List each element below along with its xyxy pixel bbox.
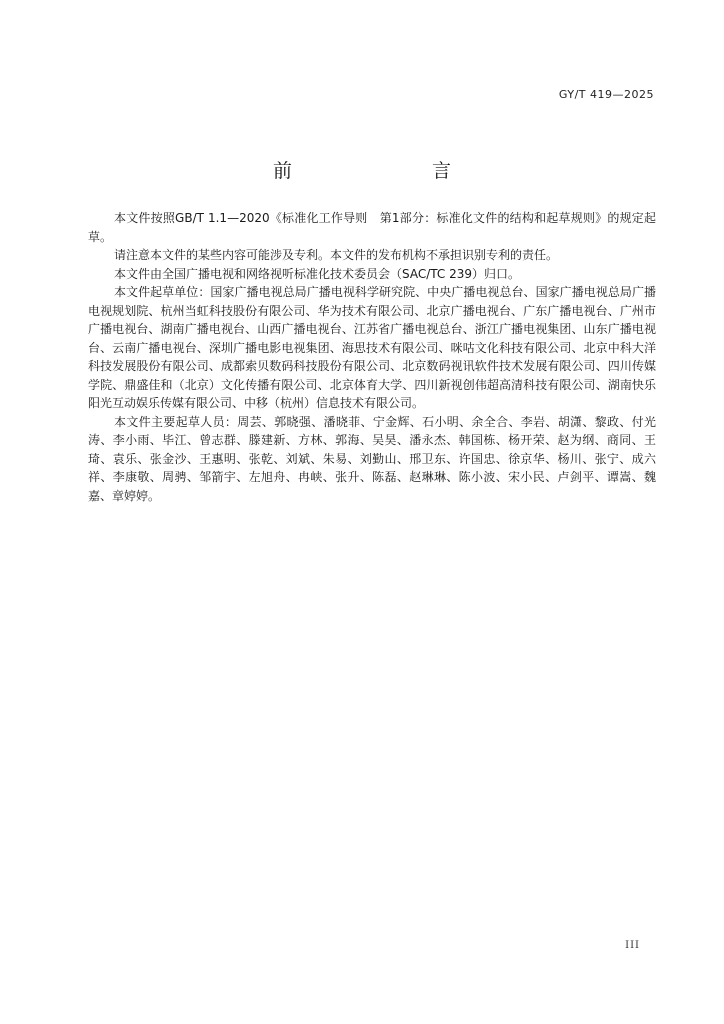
paragraph-patent-notice: 请注意本文件的某些内容可能涉及专利。本文件的发布机构不承担识别专利的责任。 (114, 248, 559, 262)
page-number: III (625, 940, 640, 951)
paragraph-drafters: 本文件主要起草人员：周芸、郭晓强、潘晓菲、宁金辉、石小明、余全合、李岩、胡潇、黎政、付光涛、李小雨、毕江、曾志群、滕建新、方林、郭海、吴昊、潘永杰、韩国栋、杨开荣、赵为纲、商同、王琦、袁乐、张金沙、王惠明、张乾、刘斌、朱易、刘勤山、邢卫东、许国忠、徐京华、杨川、张宁、成六祥、李康敬、周骋、邹箭宇、左旭舟、冉峡、张升、陈磊、赵琳琳、陈小波、宋小民、卢剑平、谭嵩、魏嘉、章婷婷。 (88, 414, 656, 503)
foreword-body (88, 209, 656, 505)
document-code: GY/T 419—2025 (558, 88, 654, 101)
page-title: 前 言 (272, 160, 485, 182)
paragraph-drafting-rules: 本文件按照GB/T 1.1—2020《标准化工作导则 第1部分：标准化文件的结构和起草规则》的规定起草。 (88, 211, 656, 244)
paragraph-responsible-committee: 本文件由全国广播电视和网络视听标准化技术委员会（SAC/TC 239）归口。 (114, 266, 520, 281)
paragraph-drafting-units: 本文件起草单位：国家广播电视总局广播电视科学研究院、中央广播电视总台、国家广播电视总局广播电视规划院、杭州当虹科技股份有限公司、华为技术有限公司、北京广播电视台、广东广播电视台、广州市广播电视台、湖南广播电视台、山西广播电视台、江苏省广播电视总台、浙江广播电视集团、山东广播电视台、云南广播电视台、深圳广播电影电视集团、海思技术有限公司、咪咕文化科技有限公司、北京中科大洋科技发展股份有限公司、成都索贝数码科技股份有限公司、北京数码视讯软件技术发展有限公司、四川传媒学院、鼎盛佳和（北京）文化传播有限公司、北京体育大学、四川新视创伟超高清科技有限公司、湖南快乐阳光互动娱乐传媒有限公司、中移（杭州）信息技术有限公司。 (88, 285, 656, 410)
